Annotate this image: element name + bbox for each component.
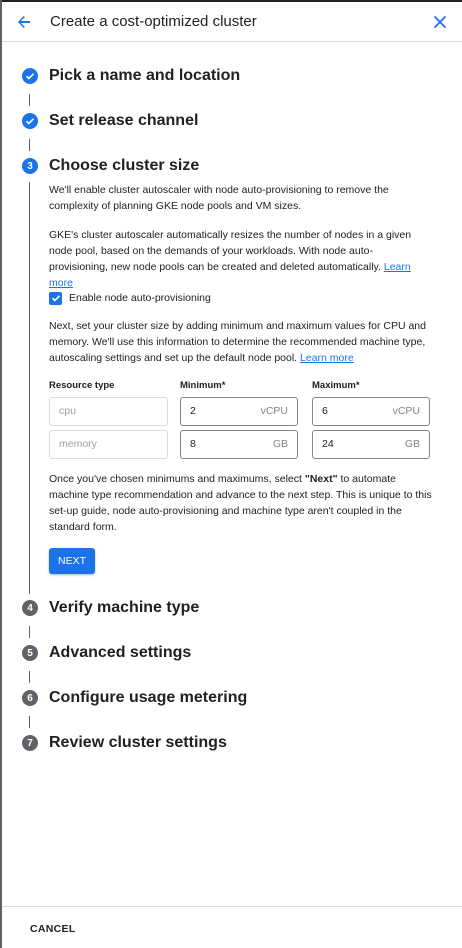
outro-prefix: Once you've chosen minimums and maximums, select (49, 473, 305, 485)
step-number-badge: 5 (22, 645, 38, 661)
close-button[interactable] (428, 10, 452, 34)
next-button[interactable]: NEXT (49, 548, 95, 574)
size-instructions (49, 318, 434, 366)
step-title: Advanced settings (49, 644, 192, 661)
arrow-back-icon (16, 14, 32, 30)
learn-more-link[interactable]: Learn more (300, 352, 354, 364)
field-value: cpu (59, 405, 76, 417)
col-header-minimum: Minimum* (180, 380, 226, 391)
step-number-badge: 4 (22, 600, 38, 616)
memory-minimum-input[interactable] (180, 430, 298, 459)
step-title: Verify machine type (49, 599, 200, 616)
step-connector (29, 139, 30, 151)
step-release-channel[interactable] (0, 109, 460, 133)
check-circle-icon (22, 113, 38, 129)
check-icon (51, 293, 61, 303)
cancel-button[interactable]: CANCEL (30, 923, 76, 935)
step-pick-name-location[interactable] (0, 64, 460, 88)
step-advanced-settings[interactable] (0, 641, 460, 665)
left-edge (0, 0, 2, 948)
step-number-badge: 3 (22, 158, 38, 174)
outro-bold: "Next" (304, 473, 338, 485)
col-header-resource: Resource type (49, 380, 115, 391)
field-value: 2 (190, 405, 196, 417)
resource-cpu-field (49, 397, 168, 426)
cpu-minimum-input[interactable] (180, 397, 298, 426)
outro-text (49, 471, 434, 535)
cpu-maximum-input[interactable] (312, 397, 430, 426)
step-usage-metering[interactable] (0, 686, 460, 710)
step-title: Choose cluster size (49, 157, 200, 174)
auto-provisioning-checkbox[interactable] (49, 292, 62, 305)
field-value: memory (59, 438, 97, 450)
check-circle-icon (22, 68, 38, 84)
step-number-badge: 6 (22, 690, 38, 706)
step-title: Configure usage metering (49, 689, 248, 706)
step-connector (29, 182, 30, 594)
learn-more-link[interactable]: Learn more (49, 261, 411, 289)
step-connector (29, 94, 30, 106)
size-instructions-text: Next, set your cluster size by adding minimum and maximum values for CPU and memory. We'll use this information to determine the recommended machine type, autoscaling settings and set up the default node pool. (49, 320, 426, 364)
page-title: Create a cost-optimized cluster (50, 13, 257, 30)
field-unit: GB (272, 438, 288, 450)
autoscaler-text (49, 227, 434, 291)
field-value: 24 (322, 438, 334, 450)
step-review-settings[interactable] (0, 731, 460, 755)
close-icon (433, 15, 447, 29)
step-connector (29, 626, 30, 638)
step-verify-machine-type[interactable] (0, 596, 460, 620)
step-cluster-size[interactable] (0, 154, 460, 178)
panel-footer (2, 906, 462, 948)
step-title: Pick a name and location (49, 67, 241, 84)
field-value: 6 (322, 405, 328, 417)
auto-provisioning-row[interactable] (49, 290, 211, 306)
memory-maximum-input[interactable] (312, 430, 430, 459)
back-button[interactable] (12, 10, 36, 34)
field-unit: vCPU (392, 405, 420, 417)
field-unit: vCPU (260, 405, 288, 417)
autoscaler-description: GKE's cluster autoscaler automatically resizes the number of nodes in a given node pool, based on the demands of your workloads. With node auto- provisioning, new node pools can be created and deleted automatically. (49, 229, 412, 273)
field-value: 8 (190, 438, 196, 450)
step-connector (29, 671, 30, 683)
step-connector (29, 716, 30, 728)
resource-memory-field (49, 430, 168, 459)
col-header-maximum: Maximum* (312, 380, 360, 391)
step-title: Set release channel (49, 112, 199, 129)
panel-header (2, 2, 462, 42)
checkbox-label: Enable node auto-provisioning (69, 292, 211, 304)
step-title: Review cluster settings (49, 734, 227, 751)
step-number-badge: 7 (22, 735, 38, 751)
field-unit: GB (404, 438, 420, 450)
intro-text: We'll enable cluster autoscaler with node auto-provisioning to remove the complexity of planning GKE node pools and VM sizes. (49, 184, 389, 212)
outro-suffix: to automate machine type recommendation and advance to the next step. This is unique to this set-up guide, node auto-provisioning and machine type aren't coupled in the standard form. (49, 473, 432, 533)
